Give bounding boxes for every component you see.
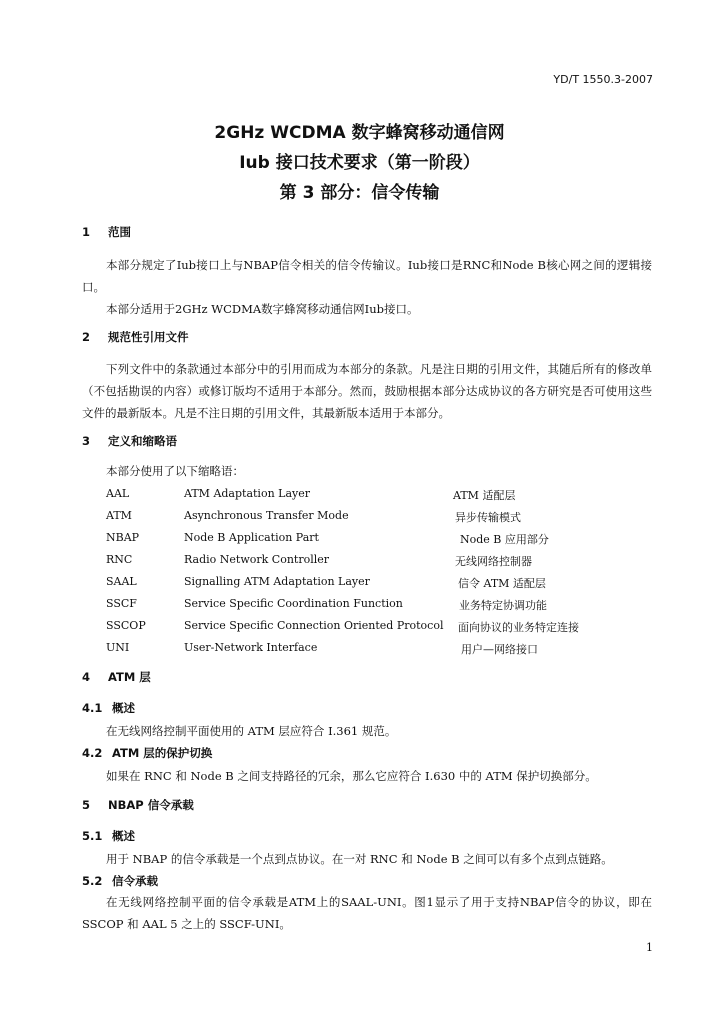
section-title: ATM 层 [108, 670, 151, 684]
section-4-2-heading [82, 745, 212, 761]
section-4-1-heading [82, 700, 135, 716]
page-number: 1 [646, 941, 653, 954]
title-line-2: Iub 接口技术要求（第一阶段） [239, 153, 480, 173]
abbreviation: SAAL [106, 575, 137, 588]
abbreviation-chinese: ATM 适配层 [453, 489, 516, 502]
abbreviation: AAL [106, 487, 130, 500]
section-number: 4.2 [82, 746, 103, 760]
section-number: 1 [82, 225, 91, 239]
section-number: 5 [82, 798, 91, 812]
abbreviation-chinese: 异步传输模式 [455, 511, 521, 524]
abbreviation: ATM [106, 509, 132, 522]
section-number: 4.1 [82, 701, 103, 715]
abbreviation-chinese: 无线网络控制器 [455, 555, 532, 568]
section-4-2-text: 如果在 RNC 和 Node B 之间支持路径的冗余，那么它应符合 I.630 中的 ATM 保护切换部分。 [106, 769, 597, 783]
section-number: 5.2 [82, 874, 103, 888]
section-1-para-1: 本部分规定了Iub接口上与NBAP信令相关的信令传输议。Iub接口是RNC和Node B核心网之间的逻辑接口。 [82, 258, 652, 294]
section-number: 2 [82, 330, 91, 344]
standard-number: YD/T 1550.3-2007 [553, 73, 653, 86]
abbreviation: UNI [106, 641, 130, 654]
abbreviation-chinese: 信令 ATM 适配层 [458, 577, 546, 590]
abbreviation: SSCOP [106, 619, 146, 632]
section-title: 概述 [112, 701, 135, 715]
section-title: 信令承载 [112, 874, 158, 888]
section-5-2-heading [82, 873, 158, 889]
abbreviation-chinese: Node B 应用部分 [460, 533, 549, 546]
section-5-2-text: 在无线网络控制平面的信令承载是ATM上的SAAL-UNI。图1显示了用于支持NBAP信令的协议，即在 SSCOP 和 AAL 5 之上的 SSCF-UNI。 [82, 895, 652, 931]
abbreviation: SSCF [106, 597, 137, 610]
section-title: NBAP 信令承载 [108, 798, 194, 812]
section-3-heading [82, 433, 177, 449]
section-5-heading [82, 797, 194, 813]
abbreviation-english: ATM Adaptation Layer [184, 487, 310, 500]
section-4-heading [82, 669, 151, 685]
abbreviation-english: User-Network Interface [184, 641, 318, 654]
abbreviation-english: Asynchronous Transfer Mode [184, 509, 349, 522]
section-4-1-text: 在无线网络控制平面使用的 ATM 层应符合 I.361 规范。 [106, 724, 397, 738]
abbreviation-english: Signalling ATM Adaptation Layer [184, 575, 370, 588]
section-1-para-2: 本部分适用于2GHz WCDMA数字蜂窝移动通信网Iub接口。 [106, 302, 419, 316]
abbreviation-chinese: 用户—网络接口 [461, 643, 538, 656]
section-1-heading [82, 224, 131, 240]
title-line-1: 2GHz WCDMA 数字蜂窝移动通信网 [214, 123, 505, 143]
section-title: 规范性引用文件 [108, 330, 189, 344]
abbreviation: NBAP [106, 531, 140, 544]
section-number: 3 [82, 434, 91, 448]
section-title: 定义和缩略语 [108, 434, 177, 448]
abbreviation-english: Radio Network Controller [184, 553, 330, 566]
section-title: ATM 层的保护切换 [112, 746, 213, 760]
section-2-para-1: 下列文件中的条款通过本部分中的引用而成为本部分的条款。凡是注日期的引用文件，其随后所有的修改单（不包括勘误的内容）或修订版均不适用于本部分。然而，鼓励根据本部分达成协议的各方研究是否可使用这些文件的最新版本。凡是不注日期的引用文件，其最新版本适用于本部分。 [82, 362, 652, 420]
section-5-1-heading [82, 828, 135, 844]
section-number: 5.1 [82, 829, 103, 843]
abbreviation: RNC [106, 553, 133, 566]
abbreviation-english: Service Specific Coordination Function [184, 597, 403, 610]
title-line-3: 第 3 部分：信令传输 [279, 183, 440, 203]
section-5-1-text: 用于 NBAP 的信令承载是一个点到点协议。在一对 RNC 和 Node B 之间可以有多个点到点链路。 [106, 852, 613, 866]
abbreviation-chinese: 面向协议的业务特定连接 [458, 621, 579, 634]
abbreviation-english: Service Specific Connection Oriented Protocol [184, 619, 444, 632]
section-title: 范围 [108, 225, 131, 239]
section-2-heading [82, 329, 189, 345]
abbreviation-chinese: 业务特定协调功能 [459, 599, 547, 612]
abbreviation-english: Node B Application Part [184, 531, 319, 544]
abbreviations-intro: 本部分使用了以下缩略语： [106, 464, 244, 478]
section-number: 4 [82, 670, 91, 684]
section-title: 概述 [112, 829, 135, 843]
